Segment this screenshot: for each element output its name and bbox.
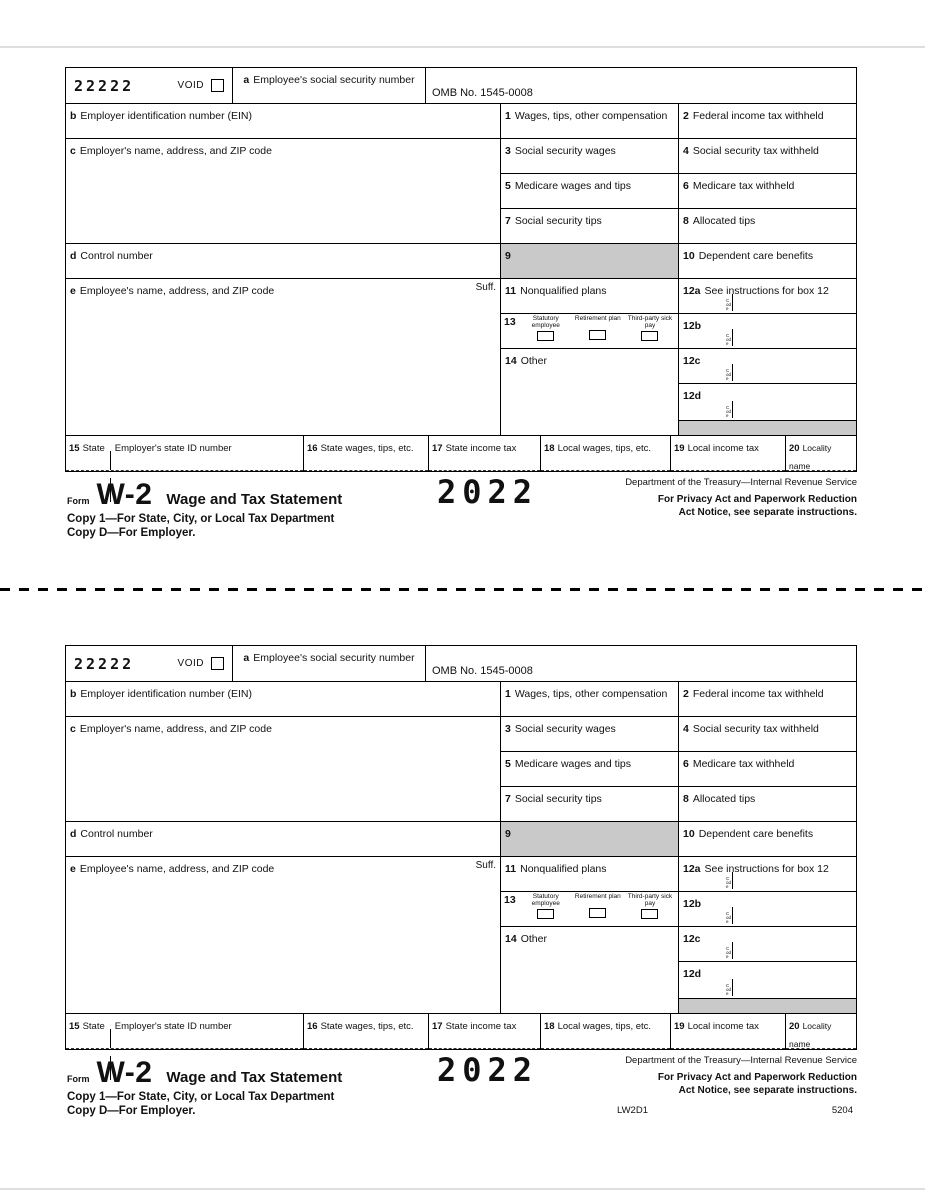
box-12c [679, 927, 856, 962]
box-16-label: State wages, tips, etc. [320, 1021, 414, 1032]
form-code-22222: 22222 [74, 654, 135, 673]
box-18-label: Local wages, tips, etc. [557, 1021, 652, 1032]
box-12c-number: 12c [683, 933, 701, 945]
form-footer [65, 472, 857, 542]
form-word: Form [67, 496, 90, 506]
box-19 [671, 1014, 786, 1049]
box-12b [679, 314, 856, 349]
box-e-label: Employee's name, address, and ZIP code [79, 863, 275, 875]
box-20-number: 20 [789, 443, 800, 454]
privacy-act-notice [625, 1072, 857, 1097]
omb-number: OMB No. 1545-0008 [432, 665, 533, 677]
form-identity [67, 1056, 342, 1090]
box-6 [679, 752, 856, 787]
box-20-header [786, 436, 856, 471]
box-3-label: Social security wages [514, 145, 616, 157]
code-separator-line [732, 979, 733, 996]
box-15-number: 15 [69, 443, 80, 454]
box-20-label: Locality name [789, 443, 832, 471]
box-16-header [304, 436, 428, 471]
w2-copy-bottom [65, 645, 857, 1120]
box-19 [671, 436, 786, 471]
box-11-label: Nonqualified plans [520, 863, 607, 875]
box-a-number: a [243, 652, 250, 664]
box-1-label: Wages, tips, other compensation [514, 688, 668, 700]
box-1-number: 1 [505, 688, 511, 700]
retirement-plan-label: Retirement plan [574, 893, 621, 900]
box-17-header [429, 1014, 540, 1049]
box-10 [679, 822, 856, 857]
box-9-number: 9 [505, 250, 511, 262]
box-15-number: 15 [69, 1021, 80, 1032]
box-6-number: 6 [683, 180, 689, 192]
box-20-number: 20 [789, 1021, 800, 1032]
tax-year: 2022 [437, 473, 539, 511]
box-c-number: c [70, 145, 76, 157]
suffix-label: Suff. [475, 860, 496, 871]
box-8 [679, 209, 856, 244]
box-12d [679, 384, 856, 421]
box-6 [679, 174, 856, 209]
privacy-line-1: For Privacy Act and Paperwork Reduction [657, 494, 857, 505]
retirement-plan-checkbox[interactable] [589, 908, 606, 918]
box-e-number: e [70, 285, 76, 297]
omb-cell [426, 646, 856, 682]
box-12d [679, 962, 856, 999]
box-14-number: 14 [505, 933, 517, 945]
box-20 [786, 1014, 856, 1049]
box-11 [501, 857, 679, 892]
box-3 [501, 139, 679, 174]
box-5-number: 5 [505, 758, 511, 770]
box-12b-code-divider [726, 329, 733, 346]
box-6-label: Medicare tax withheld [692, 180, 795, 192]
box-a [233, 646, 426, 682]
box-8-number: 8 [683, 215, 689, 227]
third-party-sick-pay-label: Third-party sick pay [627, 315, 673, 329]
box-10-label: Dependent care benefits [698, 828, 814, 840]
box-6-label: Medicare tax withheld [692, 758, 795, 770]
form-title: Wage and Tax Statement [166, 491, 343, 508]
box-14 [501, 349, 679, 436]
box-c [66, 717, 501, 822]
box-4 [679, 139, 856, 174]
box-12d-code-divider [726, 401, 733, 418]
box-12a-label: See instructions for box 12 [704, 863, 829, 875]
box-15-header [66, 436, 303, 471]
code-vertical-label: Code [726, 983, 732, 997]
control-code-cell [66, 646, 233, 682]
privacy-act-notice [625, 494, 857, 519]
paper-edge-top [0, 46, 925, 48]
omb-cell [426, 68, 856, 104]
box-12b-number: 12b [683, 898, 702, 910]
box-b-number: b [70, 688, 77, 700]
copy-line-1: Copy 1—For State, City, or Local Tax Department [67, 513, 335, 525]
box-1-number: 1 [505, 110, 511, 122]
box-14-label: Other [520, 933, 547, 945]
box-12a-number: 12a [683, 285, 701, 297]
box-20-label: Locality name [789, 1021, 832, 1049]
box-9-shaded [501, 822, 679, 857]
box-19-number: 19 [674, 1021, 685, 1032]
box-5-label: Medicare wages and tips [514, 758, 631, 770]
form-word: Form [67, 1074, 90, 1084]
box-20 [786, 436, 856, 471]
state-local-row [66, 436, 856, 471]
code-vertical-label: Code [726, 911, 732, 925]
box-4-label: Social security tax withheld [692, 723, 819, 735]
box-12d-number: 12d [683, 968, 702, 980]
retirement-plan-checkbox[interactable] [589, 330, 606, 340]
box-3-number: 3 [505, 145, 511, 157]
box-4 [679, 717, 856, 752]
box-2 [679, 104, 856, 139]
box-17 [429, 1014, 541, 1049]
box-16-number: 16 [307, 1021, 318, 1032]
box-17 [429, 436, 541, 471]
state-id-divider-line [110, 1029, 111, 1048]
void-group [178, 79, 224, 92]
box-10-number: 10 [683, 250, 695, 262]
box-19-label: Local income tax [687, 1021, 759, 1032]
box-7 [501, 209, 679, 244]
box-5-number: 5 [505, 180, 511, 192]
box-d-label: Control number [80, 250, 153, 262]
box-9-number: 9 [505, 828, 511, 840]
state-id-divider-line [110, 451, 111, 470]
box-7-number: 7 [505, 793, 511, 805]
box-3-number: 3 [505, 723, 511, 735]
form-title: Wage and Tax Statement [166, 1069, 343, 1086]
box-a-label: Employee's social security number [253, 74, 415, 86]
box-e-number: e [70, 863, 76, 875]
box-5 [501, 174, 679, 209]
copy-line-2: Copy D—For Employer. [67, 1105, 196, 1118]
code-separator-line [732, 401, 733, 418]
box-19-label: Local income tax [687, 443, 759, 454]
box-14-number: 14 [505, 355, 517, 367]
box-11-number: 11 [505, 285, 517, 297]
code-vertical-label: Code [726, 298, 732, 312]
control-code-cell [66, 68, 233, 104]
statutory-employee-group [520, 894, 572, 925]
statutory-employee-checkbox[interactable] [537, 909, 554, 919]
box-17-label: State income tax [445, 443, 517, 454]
box-14 [501, 927, 679, 1014]
statutory-employee-label: Statutory employee [531, 893, 560, 907]
box-a [233, 68, 426, 104]
copy-line-2: Copy D—For Employer. [67, 527, 196, 540]
box-e [66, 279, 501, 436]
box-12c-code-divider [726, 942, 733, 959]
box-6-number: 6 [683, 758, 689, 770]
box-2-number: 2 [683, 110, 689, 122]
box-b-label: Employer identification number (EIN) [80, 110, 252, 122]
form-code-22222: 22222 [74, 76, 135, 95]
box-7-label: Social security tips [514, 793, 602, 805]
box-d [66, 822, 501, 857]
box-2-number: 2 [683, 688, 689, 700]
box-8-label: Allocated tips [692, 793, 756, 805]
print-code-right: 5204 [831, 1105, 853, 1116]
third-party-sick-pay-checkbox[interactable] [641, 909, 658, 919]
void-group [178, 657, 224, 670]
box-16-header [304, 1014, 428, 1049]
box-16-label: State wages, tips, etc. [320, 443, 414, 454]
privacy-line-2: Act Notice, see separate instructions. [678, 1084, 857, 1096]
third-party-sick-pay-checkbox[interactable] [641, 331, 658, 341]
form-number: W-2 [96, 478, 153, 511]
privacy-line-2: Act Notice, see separate instructions. [678, 506, 857, 518]
box-12b-code-divider [726, 907, 733, 924]
state-local-row [66, 1014, 856, 1049]
box-c [66, 139, 501, 244]
box-12a-code-divider [726, 294, 733, 311]
box-15-label: State [82, 1021, 105, 1032]
box-13-number: 13 [504, 894, 516, 906]
box-5-label: Medicare wages and tips [514, 180, 631, 192]
box-c-label: Employer's name, address, and ZIP code [79, 145, 272, 157]
void-checkbox[interactable] [211, 79, 224, 92]
copy-designation [67, 512, 334, 541]
box-8 [679, 787, 856, 822]
void-checkbox[interactable] [211, 657, 224, 670]
form-number: W-2 [96, 1056, 153, 1089]
box-a-number: a [243, 74, 250, 86]
box-16 [304, 1014, 429, 1049]
box-8-number: 8 [683, 793, 689, 805]
shaded-strip [679, 421, 856, 436]
code-separator-line [732, 364, 733, 381]
treasury-department-line: Department of the Treasury—Internal Revenue Service [625, 477, 857, 488]
box-b [66, 104, 501, 139]
box-15-label2: Employer's state ID number [114, 443, 232, 454]
box-3-label: Social security wages [514, 723, 616, 735]
box-12d-code-divider [726, 979, 733, 996]
box-16-number: 16 [307, 443, 318, 454]
box-d-label: Control number [80, 828, 153, 840]
box-7-number: 7 [505, 215, 511, 227]
footer-right-block [625, 1055, 857, 1097]
box-17-header [429, 436, 540, 471]
box-15-label: State [82, 443, 105, 454]
void-label: VOID [177, 658, 204, 669]
box-9-shaded [501, 244, 679, 279]
box-2-label: Federal income tax withheld [692, 688, 824, 700]
box-7 [501, 787, 679, 822]
code-separator-line [732, 942, 733, 959]
box-12c-number: 12c [683, 355, 701, 367]
box-18-header [541, 1014, 670, 1049]
code-separator-line [732, 294, 733, 311]
print-code-left: LW2D1 [617, 1105, 648, 1116]
tax-year: 2022 [437, 1051, 539, 1089]
box-17-number: 17 [432, 443, 443, 454]
box-17-label: State income tax [445, 1021, 517, 1032]
box-19-number: 19 [674, 443, 685, 454]
box-18 [541, 436, 671, 471]
w2-copy-top [65, 67, 857, 542]
box-13-number: 13 [504, 316, 516, 328]
form-footer [65, 1050, 857, 1120]
box-12c-code-divider [726, 364, 733, 381]
third-party-sick-pay-label: Third-party sick pay [627, 893, 673, 907]
box-d-number: d [70, 828, 77, 840]
box-4-number: 4 [683, 145, 689, 157]
box-19-header [671, 1014, 785, 1049]
box-12a-label: See instructions for box 12 [704, 285, 829, 297]
box-20-header [786, 1014, 856, 1049]
omb-number: OMB No. 1545-0008 [432, 87, 533, 99]
box-18-label: Local wages, tips, etc. [557, 443, 652, 454]
box-13 [501, 892, 679, 927]
box-4-number: 4 [683, 723, 689, 735]
w2-form [65, 67, 857, 472]
box-15-header [66, 1014, 303, 1049]
box-15-label2: Employer's state ID number [114, 1021, 232, 1032]
box-18-number: 18 [544, 443, 555, 454]
box-18 [541, 1014, 671, 1049]
box-11 [501, 279, 679, 314]
box-12a [679, 279, 856, 314]
box-15 [66, 1014, 304, 1049]
box-b-label: Employer identification number (EIN) [80, 688, 252, 700]
box-10-number: 10 [683, 828, 695, 840]
footer-right-block [625, 477, 857, 519]
suffix-label: Suff. [475, 282, 496, 293]
box-1-label: Wages, tips, other compensation [514, 110, 668, 122]
copy-line-1: Copy 1—For State, City, or Local Tax Department [67, 1091, 335, 1103]
treasury-department-line: Department of the Treasury—Internal Revenue Service [625, 1055, 857, 1066]
box-12a-number: 12a [683, 863, 701, 875]
paper-edge-bottom [0, 1188, 925, 1190]
box-12b [679, 892, 856, 927]
retirement-plan-group [572, 894, 624, 925]
box-d-number: d [70, 250, 77, 262]
box-5 [501, 752, 679, 787]
box-7-label: Social security tips [514, 215, 602, 227]
box-b [66, 682, 501, 717]
statutory-employee-group [520, 316, 572, 347]
code-vertical-label: Code [726, 946, 732, 960]
box-17-number: 17 [432, 1021, 443, 1032]
perforation-line [0, 588, 925, 591]
box-2-label: Federal income tax withheld [692, 110, 824, 122]
box-19-header [671, 436, 785, 471]
code-separator-line [732, 907, 733, 924]
box-11-number: 11 [505, 863, 517, 875]
box-e-label: Employee's name, address, and ZIP code [79, 285, 275, 297]
box-b-number: b [70, 110, 77, 122]
code-separator-line [732, 329, 733, 346]
box-10-label: Dependent care benefits [698, 250, 814, 262]
box-11-label: Nonqualified plans [520, 285, 607, 297]
box-14-label: Other [520, 355, 547, 367]
box-4-label: Social security tax withheld [692, 145, 819, 157]
code-vertical-label: Code [726, 876, 732, 890]
box-d [66, 244, 501, 279]
box-12b-number: 12b [683, 320, 702, 332]
third-party-sick-pay-group [624, 316, 676, 347]
box-18-number: 18 [544, 1021, 555, 1032]
box-12d-number: 12d [683, 390, 702, 402]
box-e [66, 857, 501, 1014]
copy-designation [67, 1090, 334, 1119]
box-18-header [541, 436, 670, 471]
statutory-employee-checkbox[interactable] [537, 331, 554, 341]
box-10 [679, 244, 856, 279]
box-3 [501, 717, 679, 752]
box-c-label: Employer's name, address, and ZIP code [79, 723, 272, 735]
box-12a-code-divider [726, 872, 733, 889]
code-separator-line [732, 872, 733, 889]
box-16 [304, 436, 429, 471]
statutory-employee-label: Statutory employee [531, 315, 560, 329]
void-label: VOID [177, 80, 204, 91]
code-vertical-label: Code [726, 368, 732, 382]
box-8-label: Allocated tips [692, 215, 756, 227]
retirement-plan-label: Retirement plan [574, 315, 621, 322]
box-1 [501, 104, 679, 139]
box-12c [679, 349, 856, 384]
form-identity [67, 478, 342, 512]
shaded-strip [679, 999, 856, 1014]
third-party-sick-pay-group [624, 894, 676, 925]
privacy-line-1: For Privacy Act and Paperwork Reduction [657, 1072, 857, 1083]
code-vertical-label: Code [726, 333, 732, 347]
w2-form [65, 645, 857, 1050]
box-1 [501, 682, 679, 717]
box-a-label: Employee's social security number [253, 652, 415, 664]
box-15 [66, 436, 304, 471]
retirement-plan-group [572, 316, 624, 347]
box-12a [679, 857, 856, 892]
code-vertical-label: Code [726, 405, 732, 419]
box-2 [679, 682, 856, 717]
box-13 [501, 314, 679, 349]
box-c-number: c [70, 723, 76, 735]
